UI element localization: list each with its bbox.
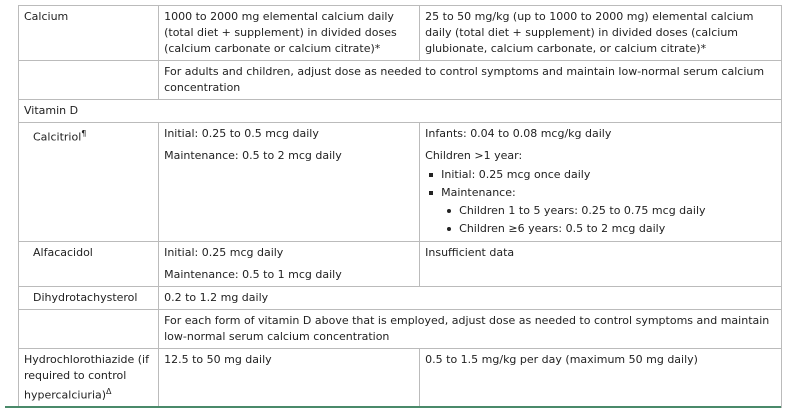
- dose: 0.2 to 1.2 mg daily: [164, 291, 269, 304]
- child-dose-cell: [420, 6, 782, 61]
- section-header-cell: [19, 100, 782, 123]
- drug-name-cell: [19, 287, 159, 310]
- child-over1: Children >1 year:: [425, 149, 523, 162]
- table-row: [19, 242, 782, 287]
- calcium-note-cell: [159, 61, 782, 100]
- footnote-mark: Δ: [106, 387, 112, 396]
- child-dose: 25 to 50 mg/kg (up to 1000 to 2000 mg) elemental calcium daily (total diet + supplement) in divided doses (calcium glubionate, calcium carbonate, or calcium citrate)*: [425, 10, 754, 55]
- child-dose: Insufficient data: [425, 246, 515, 259]
- table-row: [19, 123, 782, 242]
- list-item: Children ≥6 years: 0.5 to 2 mcg daily: [459, 220, 776, 238]
- empty-cell: [19, 310, 159, 349]
- sub-dose-list: [441, 202, 776, 238]
- child-dose-cell: [420, 349, 782, 408]
- child-dose-cell: [420, 242, 782, 287]
- drug-name: Alfacacidol: [33, 246, 93, 259]
- section-header: Vitamin D: [24, 104, 79, 117]
- dose-list: [425, 166, 776, 238]
- drug-name: Hydrochlorothiazide (if required to control hypercalciuria): [24, 353, 149, 402]
- adult-initial: Initial: 0.25 to 0.5 mcg daily: [164, 127, 319, 140]
- adult-dose: 1000 to 2000 mg elemental calcium daily (total diet + supplement) in divided doses (calcium carbonate or calcium citrate)*: [164, 10, 397, 55]
- calcium-note: For adults and children, adjust dose as needed to control symptoms and maintain low-normal serum calcium concentration: [164, 65, 765, 94]
- vitd-note: For each form of vitamin D above that is employed, adjust dose as needed to control symptoms and maintain low-normal serum calcium concentration: [164, 314, 770, 343]
- list-item: Maintenance: Children 1 to 5 years: 0.25 to 0.75 mcg daily Children ≥6 years: 0.5 to 2 mcg daily: [441, 184, 776, 238]
- table-row: [19, 100, 782, 123]
- footnote-mark: ¶: [81, 129, 87, 138]
- adult-dose-cell: [159, 242, 420, 287]
- child-dose: 0.5 to 1.5 mg/kg per day (maximum 50 mg daily): [425, 353, 698, 366]
- adult-maintenance: Maintenance: 0.5 to 1 mcg daily: [164, 268, 342, 281]
- drug-name-cell: [19, 242, 159, 287]
- list-item: Children 1 to 5 years: 0.25 to 0.75 mcg daily: [459, 202, 776, 220]
- child-infants: Infants: 0.04 to 0.08 mcg/kg daily: [425, 127, 612, 140]
- table-row: [19, 61, 782, 100]
- adult-initial: Initial: 0.25 mcg daily: [164, 246, 284, 259]
- vitd-note-cell: [159, 310, 782, 349]
- adult-dose-cell: [159, 123, 420, 242]
- child-dose-cell: [420, 123, 782, 242]
- drug-name-cell: [19, 123, 159, 242]
- bottom-divider: [5, 406, 781, 408]
- dose-cell: [159, 287, 782, 310]
- empty-cell: [19, 61, 159, 100]
- adult-dose: 12.5 to 50 mg daily: [164, 353, 272, 366]
- table-row: [19, 349, 782, 408]
- adult-dose-cell: [159, 349, 420, 408]
- drug-name-cell: [19, 6, 159, 61]
- drug-name: Calcitriol: [33, 130, 82, 144]
- table-row: [19, 6, 782, 61]
- adult-dose-cell: [159, 6, 420, 61]
- adult-maintenance: Maintenance: 0.5 to 2 mcg daily: [164, 149, 342, 162]
- drug-name: Calcium: [24, 10, 69, 23]
- dosing-table: [18, 5, 782, 408]
- list-item: Initial: 0.25 mcg once daily: [441, 166, 776, 184]
- table-row: [19, 287, 782, 310]
- drug-name: Dihydrotachysterol: [33, 291, 138, 304]
- table-row: [19, 310, 782, 349]
- drug-name-cell: [19, 349, 159, 408]
